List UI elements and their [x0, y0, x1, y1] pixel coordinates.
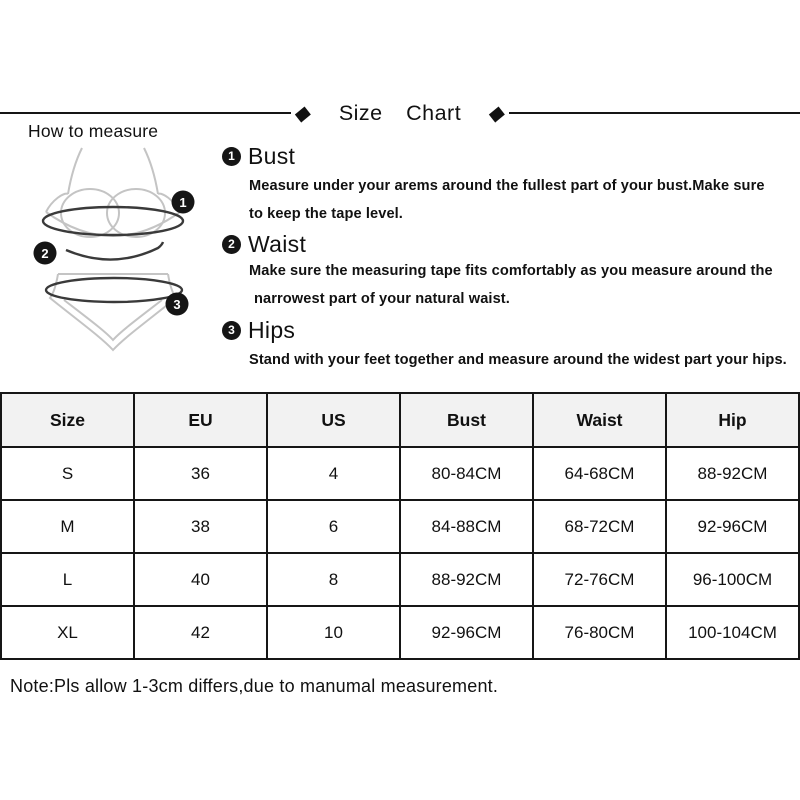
table-cell: 36: [134, 447, 267, 500]
table-cell: 72-76CM: [533, 553, 666, 606]
table-row-m: [1, 500, 799, 553]
measure-point-2-badge: [34, 242, 57, 265]
table-cell: 80-84CM: [400, 447, 533, 500]
section-hips: [222, 317, 787, 375]
table-cell: 92-96CM: [400, 606, 533, 659]
description-line: Make sure the measuring tape fits comfortably as you measure around the: [249, 263, 773, 279]
table-cell: 92-96CM: [666, 500, 799, 553]
title-rule-left: [0, 112, 291, 114]
description-line: Measure under your arems around the fullest part of your bust.Make sure: [249, 178, 765, 194]
section-hips-title: Hips: [248, 317, 296, 343]
table-cell: 4: [267, 447, 400, 500]
table-cell: 8: [267, 553, 400, 606]
page-title: Size Chart: [338, 100, 462, 125]
size-table-header: [1, 393, 799, 447]
description-line: Stand with your feet together and measure around the widest part your hips.: [249, 352, 787, 368]
table-cell: 68-72CM: [533, 500, 666, 553]
measurement-sketch: [8, 128, 223, 373]
size-table-body: [1, 447, 799, 659]
table-cell: M: [1, 500, 134, 553]
table-cell: 96-100CM: [666, 553, 799, 606]
description-line: to keep the tape level.: [249, 205, 403, 222]
table-cell: XL: [1, 606, 134, 659]
column-header-bust: Bust: [400, 393, 533, 447]
section-bust-description: [249, 173, 765, 228]
table-cell: 10: [267, 606, 400, 659]
table-cell: 64-68CM: [533, 447, 666, 500]
table-cell: L: [1, 553, 134, 606]
size-table: [0, 392, 800, 660]
bikini-top-sketch: [46, 148, 180, 237]
table-row-l: [1, 553, 799, 606]
number-3-badge: 3: [222, 321, 241, 340]
table-cell: 42: [134, 606, 267, 659]
table-cell: 88-92CM: [666, 447, 799, 500]
number-2-badge: 2: [222, 235, 241, 254]
number-1-badge: 1: [222, 147, 241, 166]
column-header-size: Size: [1, 393, 134, 447]
column-header-hip: Hip: [666, 393, 799, 447]
svg-text:1: 1: [179, 195, 187, 210]
table-cell: 38: [134, 500, 267, 553]
section-bust-title: Bust: [248, 143, 296, 169]
bikini-bottom-sketch: [50, 274, 176, 350]
measure-point-1-badge: [172, 191, 195, 214]
hip-tape-line: [46, 278, 182, 302]
table-cell: 84-88CM: [400, 500, 533, 553]
diamond-icon: ◆: [292, 101, 314, 125]
section-waist: [222, 231, 773, 313]
table-header-row: [1, 393, 799, 447]
svg-text:3: 3: [173, 297, 181, 312]
table-row-s: [1, 447, 799, 500]
section-bust-heading-row: [222, 143, 765, 170]
diamond-icon: ◆: [486, 101, 508, 125]
section-hips-description: [249, 347, 787, 375]
table-cell: 40: [134, 553, 267, 606]
section-waist-title: Waist: [248, 231, 307, 257]
section-hips-heading-row: [222, 317, 787, 344]
column-header-waist: Waist: [533, 393, 666, 447]
table-cell: 6: [267, 500, 400, 553]
measure-point-3-badge: [166, 293, 189, 316]
svg-text:2: 2: [41, 246, 49, 261]
column-header-eu: EU: [134, 393, 267, 447]
table-row-xl: [1, 606, 799, 659]
description-line: narrowest part of your natural waist.: [254, 290, 510, 307]
column-header-us: US: [267, 393, 400, 447]
table-cell: 88-92CM: [400, 553, 533, 606]
how-to-measure-label: How to measure: [28, 121, 159, 141]
section-waist-heading-row: [222, 231, 773, 258]
waist-tape-line: [66, 242, 163, 260]
title-rule-right: [509, 112, 800, 114]
section-waist-description: [249, 258, 773, 313]
bust-tape-line: [43, 207, 183, 235]
section-bust: [222, 143, 765, 228]
table-cell: 76-80CM: [533, 606, 666, 659]
measurement-note: Note:Pls allow 1-3cm differs,due to manumal measurement.: [10, 676, 499, 696]
table-cell: 100-104CM: [666, 606, 799, 659]
table-cell: S: [1, 447, 134, 500]
